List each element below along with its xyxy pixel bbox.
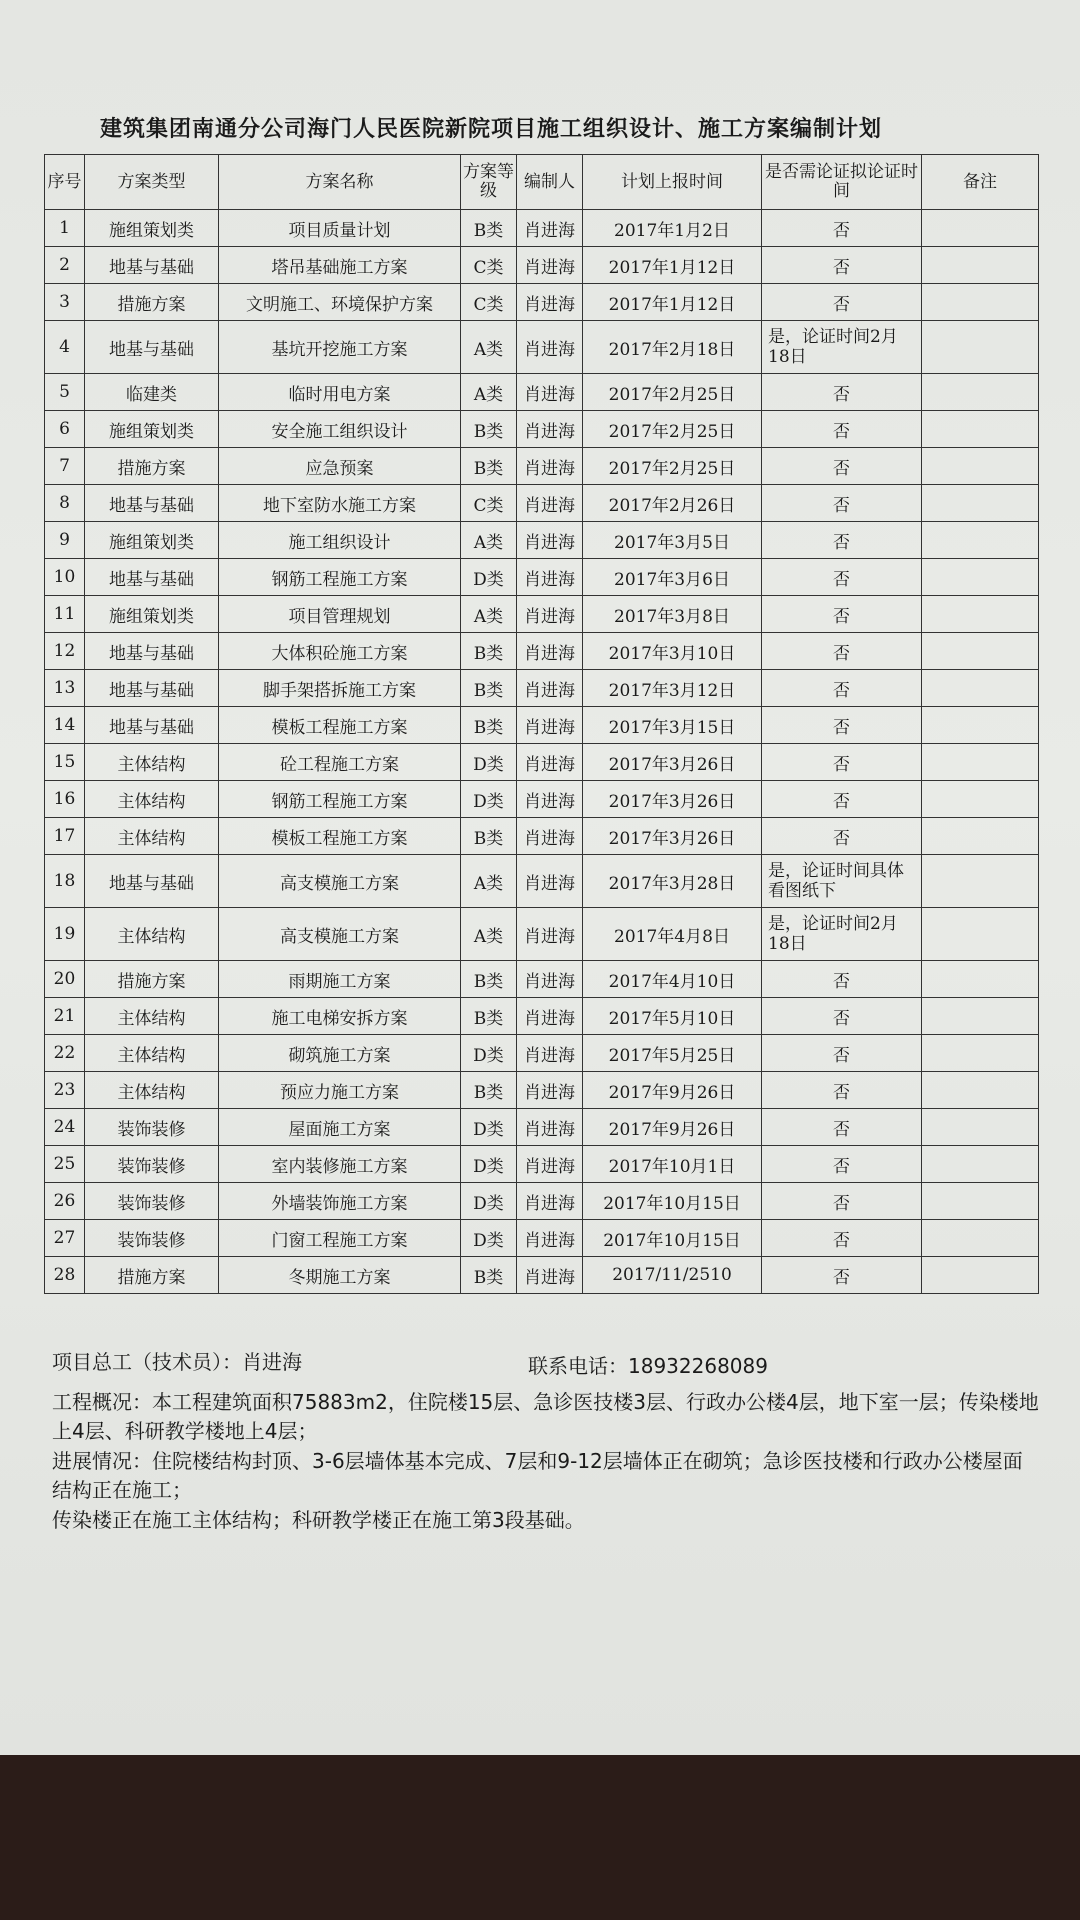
plan-author: 肖进海	[517, 374, 583, 411]
plan-level: B类	[461, 670, 517, 707]
table-row	[45, 908, 1039, 961]
table-header-row	[45, 155, 1039, 210]
plan-author: 肖进海	[517, 1035, 583, 1072]
plan-name: 应急预案	[219, 448, 461, 485]
report-date: 2017年1月12日	[583, 284, 762, 321]
table-row	[45, 1183, 1039, 1220]
row-number: 15	[45, 744, 85, 781]
plan-level: D类	[461, 1146, 517, 1183]
row-number: 17	[45, 818, 85, 855]
report-date: 2017年10月15日	[583, 1183, 762, 1220]
remarks	[922, 1109, 1039, 1146]
remarks	[922, 1257, 1039, 1294]
remarks	[922, 781, 1039, 818]
row-number: 22	[45, 1035, 85, 1072]
table-row	[45, 1146, 1039, 1183]
plan-type: 主体结构	[85, 1072, 219, 1109]
plan-author: 肖进海	[517, 210, 583, 247]
table-row	[45, 744, 1039, 781]
document-title: 建筑集团南通分公司海门人民医院新院项目施工组织设计、施工方案编制计划	[100, 116, 883, 142]
report-date: 2017年3月15日	[583, 707, 762, 744]
report-date: 2017年3月26日	[583, 818, 762, 855]
row-number: 28	[45, 1257, 85, 1294]
plan-author: 肖进海	[517, 284, 583, 321]
plan-level: D类	[461, 1220, 517, 1257]
plan-level: C类	[461, 284, 517, 321]
report-date: 2017年3月8日	[583, 596, 762, 633]
row-number: 13	[45, 670, 85, 707]
plan-name: 基坑开挖施工方案	[219, 321, 461, 374]
plan-level: A类	[461, 321, 517, 374]
plan-author: 肖进海	[517, 596, 583, 633]
report-date: 2017年2月26日	[583, 485, 762, 522]
remarks	[922, 522, 1039, 559]
table-row	[45, 1072, 1039, 1109]
review-required: 是，论证时间2月18日	[762, 321, 922, 374]
plan-level: D类	[461, 1035, 517, 1072]
review-required: 否	[762, 633, 922, 670]
plan-type: 地基与基础	[85, 559, 219, 596]
header-note: 备注	[922, 155, 1039, 210]
plan-author: 肖进海	[517, 247, 583, 284]
table-row	[45, 210, 1039, 247]
review-required: 否	[762, 559, 922, 596]
plan-name: 高支模施工方案	[219, 908, 461, 961]
plan-level: A类	[461, 596, 517, 633]
review-required: 是，论证时间2月18日	[762, 908, 922, 961]
review-required: 否	[762, 411, 922, 448]
plan-author: 肖进海	[517, 855, 583, 908]
table-row	[45, 1220, 1039, 1257]
plan-level: C类	[461, 247, 517, 284]
report-date: 2017年3月10日	[583, 633, 762, 670]
plan-level: B类	[461, 633, 517, 670]
remarks	[922, 485, 1039, 522]
plan-type: 措施方案	[85, 284, 219, 321]
plan-name: 屋面施工方案	[219, 1109, 461, 1146]
plan-name: 脚手架搭拆施工方案	[219, 670, 461, 707]
table-row	[45, 855, 1039, 908]
report-date: 2017年5月25日	[583, 1035, 762, 1072]
review-required: 否	[762, 596, 922, 633]
review-required: 否	[762, 210, 922, 247]
header-type: 方案类型	[85, 155, 219, 210]
report-date: 2017年10月1日	[583, 1146, 762, 1183]
plan-type: 主体结构	[85, 781, 219, 818]
header-no: 序号	[45, 155, 85, 210]
plan-type: 施组策划类	[85, 522, 219, 559]
row-number: 4	[45, 321, 85, 374]
table-row	[45, 485, 1039, 522]
review-required: 否	[762, 448, 922, 485]
table-row	[45, 596, 1039, 633]
review-required: 否	[762, 247, 922, 284]
row-number: 11	[45, 596, 85, 633]
report-date: 2017年4月8日	[583, 908, 762, 961]
remarks	[922, 247, 1039, 284]
plan-name: 高支模施工方案	[219, 855, 461, 908]
plan-author: 肖进海	[517, 1109, 583, 1146]
plan-name: 施工组织设计	[219, 522, 461, 559]
plan-type: 主体结构	[85, 908, 219, 961]
review-required: 否	[762, 670, 922, 707]
plan-name: 预应力施工方案	[219, 1072, 461, 1109]
project-overview: 工程概况：本工程建筑面积75883m2，住院楼15层、急诊医技楼3层、行政办公楼4层，地下室一层；传染楼地上4层、科研教学楼地上4层；	[52, 1390, 1039, 1443]
header-date: 计划上报时间	[583, 155, 762, 210]
plan-type: 主体结构	[85, 744, 219, 781]
plan-type: 地基与基础	[85, 321, 219, 374]
table-row	[45, 522, 1039, 559]
plan-type: 装饰装修	[85, 1109, 219, 1146]
row-number: 3	[45, 284, 85, 321]
review-required: 否	[762, 744, 922, 781]
review-required: 否	[762, 998, 922, 1035]
review-required: 否	[762, 485, 922, 522]
review-required: 否	[762, 1257, 922, 1294]
plan-level: A类	[461, 908, 517, 961]
plan-author: 肖进海	[517, 321, 583, 374]
plan-type: 主体结构	[85, 1035, 219, 1072]
report-date: 2017年3月28日	[583, 855, 762, 908]
review-required: 否	[762, 818, 922, 855]
row-number: 16	[45, 781, 85, 818]
report-date: 2017年2月25日	[583, 448, 762, 485]
remarks	[922, 1183, 1039, 1220]
plan-type: 地基与基础	[85, 670, 219, 707]
review-required: 否	[762, 284, 922, 321]
plan-level: D类	[461, 1109, 517, 1146]
plan-type: 装饰装修	[85, 1220, 219, 1257]
plan-name: 施工电梯安拆方案	[219, 998, 461, 1035]
plan-author: 肖进海	[517, 908, 583, 961]
remarks	[922, 670, 1039, 707]
plan-name: 临时用电方案	[219, 374, 461, 411]
review-required: 否	[762, 1146, 922, 1183]
review-required: 否	[762, 707, 922, 744]
remarks	[922, 1146, 1039, 1183]
table-row	[45, 284, 1039, 321]
plan-type: 地基与基础	[85, 855, 219, 908]
plan-level: A类	[461, 855, 517, 908]
report-date: 2017年1月2日	[583, 210, 762, 247]
remarks	[922, 596, 1039, 633]
plan-name: 室内装修施工方案	[219, 1146, 461, 1183]
table-row	[45, 707, 1039, 744]
plan-type: 地基与基础	[85, 633, 219, 670]
plan-name: 大体积砼施工方案	[219, 633, 461, 670]
plan-level: B类	[461, 448, 517, 485]
report-date: 2017年3月26日	[583, 781, 762, 818]
plan-author: 肖进海	[517, 448, 583, 485]
remarks	[922, 1035, 1039, 1072]
plan-author: 肖进海	[517, 522, 583, 559]
table-row	[45, 448, 1039, 485]
plan-author: 肖进海	[517, 411, 583, 448]
report-date: 2017年3月26日	[583, 744, 762, 781]
plan-level: B类	[461, 961, 517, 998]
plan-level: B类	[461, 411, 517, 448]
contact-phone: 联系电话：18932268089	[528, 1354, 768, 1378]
table-row	[45, 1109, 1039, 1146]
remarks	[922, 411, 1039, 448]
report-date: 2017/11/2510	[583, 1257, 762, 1294]
plan-type: 地基与基础	[85, 707, 219, 744]
plan-type: 地基与基础	[85, 247, 219, 284]
plan-level: B类	[461, 1072, 517, 1109]
plan-level: D类	[461, 781, 517, 818]
review-required: 否	[762, 1035, 922, 1072]
remarks	[922, 855, 1039, 908]
review-required: 否	[762, 1220, 922, 1257]
plan-name: 冬期施工方案	[219, 1257, 461, 1294]
table-row	[45, 1257, 1039, 1294]
remarks	[922, 374, 1039, 411]
table-row	[45, 818, 1039, 855]
remarks	[922, 1072, 1039, 1109]
plan-author: 肖进海	[517, 781, 583, 818]
remarks	[922, 321, 1039, 374]
row-number: 7	[45, 448, 85, 485]
plan-type: 装饰装修	[85, 1146, 219, 1183]
plan-level: A类	[461, 374, 517, 411]
plan-level: B类	[461, 1257, 517, 1294]
row-number: 5	[45, 374, 85, 411]
plan-author: 肖进海	[517, 1220, 583, 1257]
row-number: 1	[45, 210, 85, 247]
plan-level: B类	[461, 998, 517, 1035]
table-row	[45, 411, 1039, 448]
plan-name: 文明施工、环境保护方案	[219, 284, 461, 321]
table-row	[45, 247, 1039, 284]
plan-author: 肖进海	[517, 670, 583, 707]
row-number: 8	[45, 485, 85, 522]
plan-name: 塔吊基础施工方案	[219, 247, 461, 284]
plan-level: B类	[461, 210, 517, 247]
remarks	[922, 818, 1039, 855]
review-required: 是，论证时间具体看图纸下	[762, 855, 922, 908]
plan-author: 肖进海	[517, 707, 583, 744]
header-level: 方案等级	[461, 155, 517, 210]
report-date: 2017年9月26日	[583, 1109, 762, 1146]
report-date: 2017年3月5日	[583, 522, 762, 559]
report-date: 2017年4月10日	[583, 961, 762, 998]
plan-author: 肖进海	[517, 1072, 583, 1109]
plan-type: 施组策划类	[85, 411, 219, 448]
report-date: 2017年10月15日	[583, 1220, 762, 1257]
row-number: 24	[45, 1109, 85, 1146]
plan-name: 钢筋工程施工方案	[219, 781, 461, 818]
row-number: 23	[45, 1072, 85, 1109]
remarks	[922, 1220, 1039, 1257]
row-number: 21	[45, 998, 85, 1035]
plan-type: 主体结构	[85, 998, 219, 1035]
plan-name: 门窗工程施工方案	[219, 1220, 461, 1257]
plan-name: 项目管理规划	[219, 596, 461, 633]
remarks	[922, 998, 1039, 1035]
plan-name: 安全施工组织设计	[219, 411, 461, 448]
plan-level: D类	[461, 744, 517, 781]
row-number: 2	[45, 247, 85, 284]
plan-name: 模板工程施工方案	[219, 818, 461, 855]
plan-author: 肖进海	[517, 559, 583, 596]
remarks	[922, 210, 1039, 247]
plan-author: 肖进海	[517, 1257, 583, 1294]
plan-author: 肖进海	[517, 998, 583, 1035]
table-row	[45, 633, 1039, 670]
chief-engineer: 项目总工（技术员）：肖进海	[52, 1350, 302, 1374]
row-number: 9	[45, 522, 85, 559]
plan-name: 外墙装饰施工方案	[219, 1183, 461, 1220]
plan-type: 施组策划类	[85, 210, 219, 247]
plan-author: 肖进海	[517, 744, 583, 781]
review-required: 否	[762, 522, 922, 559]
plan-table	[44, 154, 1039, 1294]
row-number: 19	[45, 908, 85, 961]
table-row	[45, 559, 1039, 596]
table-row	[45, 998, 1039, 1035]
row-number: 18	[45, 855, 85, 908]
plan-author: 肖进海	[517, 1183, 583, 1220]
plan-name: 钢筋工程施工方案	[219, 559, 461, 596]
table-row	[45, 670, 1039, 707]
review-required: 否	[762, 1183, 922, 1220]
plan-level: B类	[461, 707, 517, 744]
plan-type: 主体结构	[85, 818, 219, 855]
plan-name: 砌筑施工方案	[219, 1035, 461, 1072]
report-date: 2017年5月10日	[583, 998, 762, 1035]
plan-name: 砼工程施工方案	[219, 744, 461, 781]
plan-author: 肖进海	[517, 485, 583, 522]
plan-level: B类	[461, 818, 517, 855]
table-row	[45, 374, 1039, 411]
row-number: 10	[45, 559, 85, 596]
review-required: 否	[762, 1072, 922, 1109]
progress-status: 进展情况：住院楼结构封顶、3-6层墙体基本完成、7层和9-12层墙体正在砌筑；急诊医技楼和行政办公楼屋面结构正在施工；	[52, 1449, 1023, 1502]
progress-status-continued: 传染楼正在施工主体结构；科研教学楼正在施工第3段基础。	[52, 1508, 585, 1532]
remarks	[922, 633, 1039, 670]
plan-author: 肖进海	[517, 961, 583, 998]
review-required: 否	[762, 374, 922, 411]
row-number: 14	[45, 707, 85, 744]
plan-level: D类	[461, 559, 517, 596]
remarks	[922, 707, 1039, 744]
report-date: 2017年3月12日	[583, 670, 762, 707]
plan-level: D类	[461, 1183, 517, 1220]
table-row	[45, 1035, 1039, 1072]
plan-type: 装饰装修	[85, 1183, 219, 1220]
plan-author: 肖进海	[517, 633, 583, 670]
plan-type: 地基与基础	[85, 485, 219, 522]
remarks	[922, 961, 1039, 998]
plan-author: 肖进海	[517, 818, 583, 855]
plan-author: 肖进海	[517, 1146, 583, 1183]
report-date: 2017年2月18日	[583, 321, 762, 374]
review-required: 否	[762, 1109, 922, 1146]
header-name: 方案名称	[219, 155, 461, 210]
remarks	[922, 908, 1039, 961]
plan-name: 项目质量计划	[219, 210, 461, 247]
plan-type: 临建类	[85, 374, 219, 411]
remarks	[922, 448, 1039, 485]
table-row	[45, 961, 1039, 998]
table-row	[45, 781, 1039, 818]
report-date: 2017年9月26日	[583, 1072, 762, 1109]
remarks	[922, 559, 1039, 596]
remarks	[922, 284, 1039, 321]
plan-name: 雨期施工方案	[219, 961, 461, 998]
review-required: 否	[762, 781, 922, 818]
row-number: 6	[45, 411, 85, 448]
review-required: 否	[762, 961, 922, 998]
report-date: 2017年2月25日	[583, 374, 762, 411]
row-number: 26	[45, 1183, 85, 1220]
plan-level: A类	[461, 522, 517, 559]
report-date: 2017年3月6日	[583, 559, 762, 596]
plan-type: 施组策划类	[85, 596, 219, 633]
plan-type: 措施方案	[85, 448, 219, 485]
table-row	[45, 321, 1039, 374]
plan-level: C类	[461, 485, 517, 522]
row-number: 12	[45, 633, 85, 670]
plan-name: 地下室防水施工方案	[219, 485, 461, 522]
remarks	[922, 744, 1039, 781]
report-date: 2017年1月12日	[583, 247, 762, 284]
row-number: 20	[45, 961, 85, 998]
plan-type: 措施方案	[85, 961, 219, 998]
plan-name: 模板工程施工方案	[219, 707, 461, 744]
header-review: 是否需论证拟论证时间	[762, 155, 922, 210]
row-number: 27	[45, 1220, 85, 1257]
report-date: 2017年2月25日	[583, 411, 762, 448]
header-author: 编制人	[517, 155, 583, 210]
plan-type: 措施方案	[85, 1257, 219, 1294]
row-number: 25	[45, 1146, 85, 1183]
